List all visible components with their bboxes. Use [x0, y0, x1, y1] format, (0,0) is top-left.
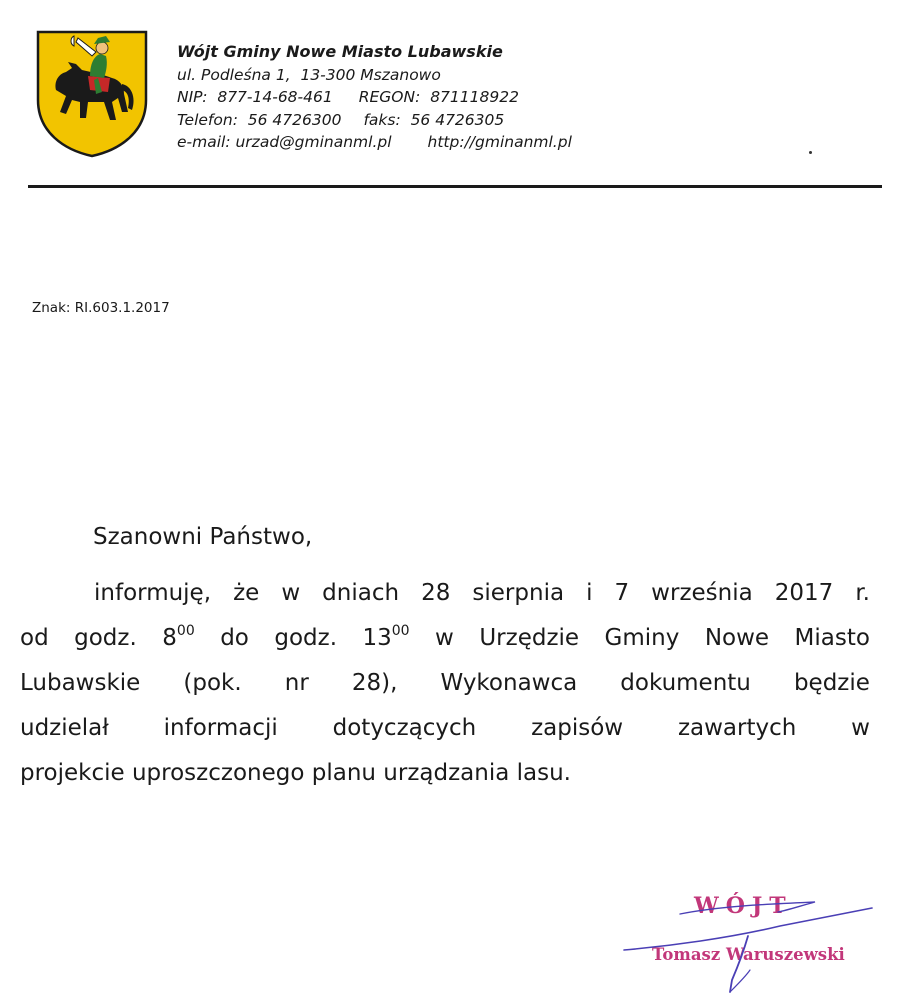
email-address: e-mail: urzad@gminanml.pl — [177, 133, 392, 151]
word: 28), — [351, 670, 398, 696]
minutes-superscript: 00 — [176, 623, 195, 639]
scan-speck — [809, 151, 812, 154]
letter-body — [20, 571, 870, 796]
hour-value: 13 — [362, 625, 392, 651]
minutes-superscript: 00 — [391, 623, 410, 639]
word: 28 — [421, 580, 451, 606]
organization-name: Wójt Gminy Nowe Miasto Lubawskie — [177, 42, 503, 61]
start-hour — [162, 616, 194, 661]
nip-label: NIP: — [177, 88, 208, 106]
word: dniach — [322, 580, 400, 606]
letterhead-divider — [28, 185, 882, 188]
reference-number: Znak: RI.603.1.2017 — [32, 300, 170, 316]
word: 7 — [614, 580, 630, 606]
word: że — [233, 580, 260, 606]
website-url: http://gminanml.pl — [427, 133, 572, 151]
coat-of-arms-horseman-icon — [32, 28, 152, 158]
word: i — [586, 580, 593, 606]
word: Gminy — [604, 625, 680, 651]
contact-online — [177, 131, 572, 154]
word: zawartych — [677, 715, 797, 741]
word: do — [220, 625, 249, 651]
letterhead-block — [177, 41, 572, 154]
word: od — [20, 625, 49, 651]
word: w — [281, 580, 301, 606]
word: (pok. — [183, 670, 242, 696]
word: Lubawskie — [20, 670, 141, 696]
word: Wykonawca — [440, 670, 578, 696]
phone-value: 56 4726300 — [247, 110, 342, 129]
word: Urzędzie — [479, 625, 580, 651]
word: w — [851, 715, 870, 741]
word: godz. — [74, 625, 137, 651]
word: sierpnia — [472, 580, 565, 606]
end-hour — [362, 616, 409, 661]
body-line-2 — [20, 616, 870, 661]
fax-label: faks: — [363, 110, 401, 129]
body-line-4 — [20, 706, 870, 751]
word: Nowe — [704, 625, 770, 651]
body-line-1 — [20, 571, 870, 616]
word: w — [435, 625, 454, 651]
word: dokumentu — [620, 670, 751, 696]
word: r. — [855, 580, 870, 606]
word: informuję, — [94, 580, 212, 606]
body-line-3 — [20, 661, 870, 706]
stamp-name: Tomasz Waruszewski — [652, 945, 845, 964]
greeting: Szanowni Państwo, — [93, 524, 313, 550]
phone-fax — [177, 109, 572, 132]
word: września — [651, 580, 753, 606]
phone-label: Telefon: — [177, 110, 238, 129]
word: nr — [284, 670, 309, 696]
word: Miasto — [794, 625, 870, 651]
word: udzielał — [20, 715, 109, 741]
address: ul. Podleśna 1, 13-300 Mszanowo — [177, 65, 441, 84]
fax-value: 56 4726305 — [410, 110, 505, 129]
regon-label: REGON: — [358, 88, 421, 106]
word: dotyczących — [332, 715, 477, 741]
tax-ids — [177, 86, 572, 109]
body-line-5: projekcie uproszczonego planu urządzania lasu. — [20, 760, 571, 786]
word: godz. — [274, 625, 337, 651]
handwritten-signature — [610, 880, 880, 995]
hour-value: 8 — [162, 625, 177, 651]
regon-value: 871118922 — [430, 88, 519, 106]
nip-value: 877-14-68-461 — [217, 88, 333, 106]
word: 2017 — [774, 580, 834, 606]
word: informacji — [163, 715, 278, 741]
stamp-title: WÓJT — [694, 893, 793, 919]
word: będzie — [793, 670, 870, 696]
word: zapisów — [531, 715, 624, 741]
